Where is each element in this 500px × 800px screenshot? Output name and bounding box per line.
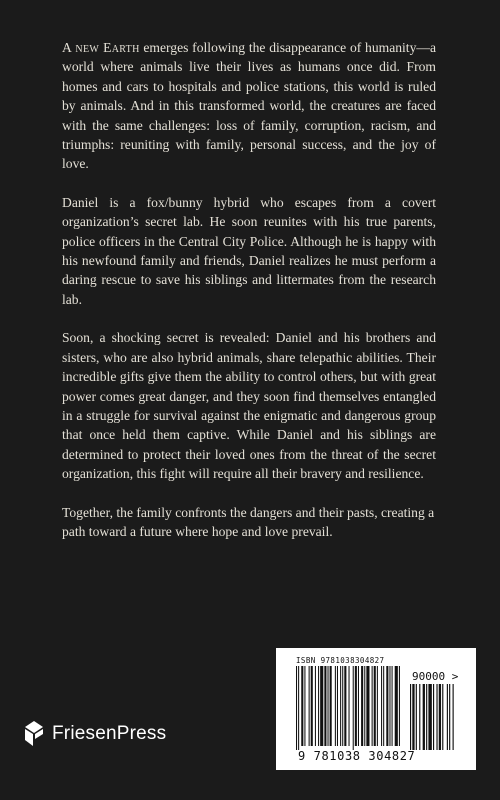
barcode-bar xyxy=(364,666,365,746)
barcode-bar xyxy=(436,684,437,750)
barcode-bar xyxy=(296,666,297,750)
friesenpress-logo-icon xyxy=(24,720,44,748)
blurb-paragraph-4: Together, the family confronts the dangers and their pasts, creating a path toward a future where hope and love prevail. xyxy=(62,504,435,539)
blurb-paragraph-1 xyxy=(62,38,436,174)
barcode-bar xyxy=(330,666,332,746)
blurb-lead-in: A new Earth xyxy=(62,40,140,55)
barcode-bar xyxy=(395,666,398,746)
blurb-paragraph-2: Daniel is a fox/bunny hybrid who escapes from a covert organization’s secret lab. He soon reunites with his true parents, police officers in the Central City Police. Although he is happy with his newfound family and friends, Daniel realizes he must perform a daring rescue to save his siblings and littermates from the research lab. xyxy=(62,194,436,307)
barcode-bar xyxy=(410,684,411,750)
barcode-bar xyxy=(428,684,431,750)
barcode-bar xyxy=(342,666,343,746)
barcode-bar xyxy=(381,666,382,746)
barcode-bar xyxy=(412,684,414,750)
barcode-bar xyxy=(389,666,390,746)
barcode-bar xyxy=(383,666,384,746)
blurb-paragraph-3: Soon, a shocking secret is revealed: Daniel and his brothers and sisters, who are also hybrid animals, share telepathic abilities. Their incredible gifts give them the ability to control others, but with great power comes great danger, and they soon find themselves entangled in a struggle for survival against the enigmatic and dangerous group that once held them captive. While Daniel and his siblings are determined to protect their loved ones from the threat of the secret organization, this fight will require all their bravery and resilience. xyxy=(62,330,436,482)
barcode-bar xyxy=(304,666,305,746)
barcode-bar xyxy=(355,666,357,746)
barcode-bar xyxy=(449,684,450,750)
barcode-bar xyxy=(377,666,378,746)
barcode-bar xyxy=(298,666,299,750)
publisher-name: FriesenPress xyxy=(52,723,167,744)
barcode-bar xyxy=(301,666,303,746)
barcode-bar xyxy=(311,666,313,746)
barcode-bar xyxy=(318,666,319,746)
barcode-bar xyxy=(426,684,427,750)
isbn-digits: 9 781038 304827 xyxy=(298,749,416,763)
barcode-bar xyxy=(399,666,400,746)
barcode-bar xyxy=(358,666,359,746)
barcode-bar xyxy=(324,666,326,746)
barcode-bar xyxy=(320,666,323,746)
barcode-bar xyxy=(392,666,393,746)
barcode-bar xyxy=(453,684,454,750)
barcode-bar xyxy=(335,666,336,746)
barcode-bar xyxy=(442,684,443,750)
isbn-barcode xyxy=(276,648,476,770)
barcode-bar xyxy=(439,684,441,750)
barcode-bar xyxy=(423,684,425,750)
barcode-bar xyxy=(419,684,420,750)
barcode-bar xyxy=(315,666,316,746)
barcode-bar xyxy=(366,666,369,746)
barcode-bar xyxy=(340,666,341,746)
barcode-bar xyxy=(337,666,338,746)
barcode-bar xyxy=(433,684,434,750)
book-description xyxy=(62,38,436,560)
barcode-bar xyxy=(328,666,329,746)
barcode-bar xyxy=(447,684,448,750)
barcode-bar xyxy=(372,666,373,746)
publisher-logo xyxy=(24,720,166,748)
barcode-bar xyxy=(374,666,376,746)
barcode-bar xyxy=(361,666,363,746)
barcode-bar xyxy=(416,684,417,750)
barcode-bar xyxy=(353,666,354,750)
barcode-bar xyxy=(309,666,310,746)
isbn-label: ISBN 9781038304827 xyxy=(296,656,385,665)
blurb-paragraph-1-text: emerges following the disappearance of humanity—a world where animals live their lives as humans once did. From homes and cars to hospitals and police stations, this world is ruled by animals. And in this transformed world, the creatures are faced with the same challenges: loss of family, corruption, racism, and triumphs: reuniting with family, personal success, and the joy of love. xyxy=(62,40,437,172)
barcode-bar xyxy=(386,666,388,746)
barcode-bar xyxy=(344,666,346,746)
price-code: 90000 > xyxy=(412,670,459,683)
barcode-bar xyxy=(349,666,350,746)
